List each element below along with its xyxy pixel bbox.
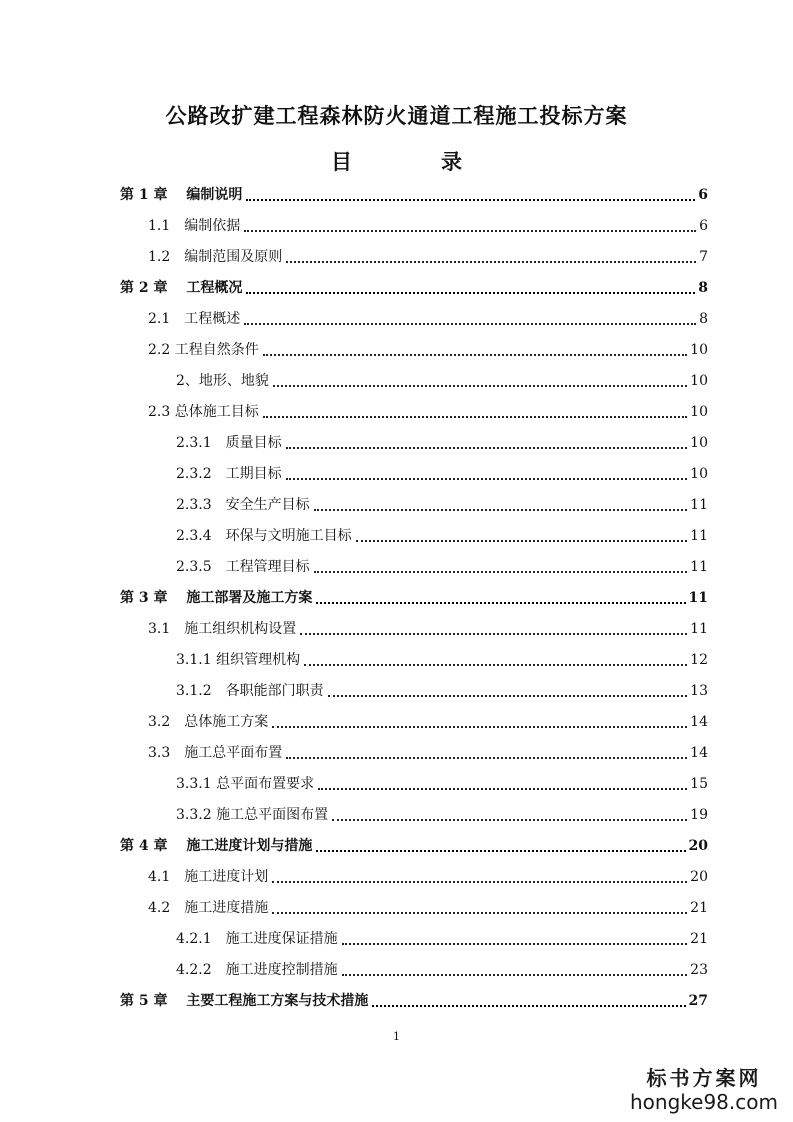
toc-dot-leader [244,313,696,325]
toc-dot-leader [286,251,696,263]
toc-entry-label: 2.3.2 工期目标 [176,466,282,482]
toc-dot-leader [273,375,687,387]
toc-entry-label: 2.3.4 环保与文明施工目标 [176,528,352,544]
toc-entry-page: 7 [699,249,708,265]
toc-entry-label: 3.3.2 施工总平面图布置 [176,807,329,823]
toc-entry-label: 3.3 施工总平面布置 [148,745,283,761]
toc-entry-label: 2.2 工程自然条件 [148,342,259,358]
toc-chapter-entry[interactable] [120,986,708,1010]
toc-entry-page: 13 [690,683,708,699]
toc-entry-page: 23 [690,962,708,978]
toc-entry-label: 4.2.1 施工进度保证措施 [176,931,338,947]
toc-dot-leader [263,344,687,356]
toc-entry-page: 14 [690,745,708,761]
toc-section-entry[interactable] [148,242,708,266]
toc-dot-leader [332,809,687,821]
toc-entry-label: 2.3.3 安全生产目标 [176,497,310,513]
toc-entry-page: 12 [690,652,708,668]
toc-entry-page: 10 [690,466,708,482]
toc-dot-leader [272,716,687,728]
toc-entry-page: 11 [690,497,708,513]
toc-section-entry[interactable] [176,955,708,979]
toc-section-entry[interactable] [176,924,708,948]
toc-section-entry[interactable] [148,707,708,731]
toc-section-entry[interactable] [176,459,708,483]
toc-section-entry[interactable] [148,304,708,328]
toc-section-entry[interactable] [176,676,708,700]
toc-dot-leader [328,685,688,697]
toc-section-entry[interactable] [176,366,708,390]
toc-dot-leader [316,592,685,604]
toc-entry-page: 10 [690,373,708,389]
toc-entry-page: 11 [690,621,708,637]
toc-section-entry[interactable] [176,428,708,452]
toc-dot-leader [244,220,696,232]
toc-section-entry[interactable] [176,800,708,824]
toc-entry-label: 3.1.1 组织管理机构 [176,652,301,668]
toc-entry-label: 第 2 章 工程概况 [120,280,243,296]
toc-entry-page: 20 [688,838,708,854]
toc-section-entry[interactable] [176,552,708,576]
toc-entry-label: 2.1 工程概述 [148,311,241,327]
toc-entry-label: 第 5 章 主要工程施工方案与技术措施 [120,993,369,1009]
toc-entry-label: 4.1 施工进度计划 [148,869,269,885]
toc-entry-label: 3.2 总体施工方案 [148,714,269,730]
toc-dot-leader [300,623,687,635]
toc-dot-leader [272,902,687,914]
toc-dot-leader [314,499,688,511]
document-title: 公路改扩建工程森林防火通道工程施工投标方案 [165,103,628,128]
toc-dot-leader [342,933,688,945]
toc-dot-leader [263,406,687,418]
toc-entry-page: 21 [690,900,708,916]
toc-dot-leader [286,468,688,480]
toc-entry-label: 2、地形、地貌 [176,373,269,389]
toc-entry-label: 2.3 总体施工目标 [148,404,259,420]
toc-section-entry[interactable] [148,738,708,762]
toc-section-entry[interactable] [148,211,708,235]
toc-entry-page: 15 [690,776,708,792]
toc-entry-label: 2.3.1 质量目标 [176,435,282,451]
toc-dot-leader [272,871,687,883]
toc-entry-page: 19 [690,807,708,823]
watermark [629,1066,779,1114]
toc-entry-page: 6 [699,218,708,234]
toc-dot-leader [246,282,695,294]
toc-entry-page: 10 [690,404,708,420]
toc-entry-label: 3.3.1 总平面布置要求 [176,776,315,792]
toc-entry-label: 3.1 施工组织机构设置 [148,621,297,637]
toc-entry-page: 10 [690,342,708,358]
toc-entry-page: 11 [690,559,708,575]
toc-chapter-entry[interactable] [120,273,708,297]
toc-chapter-entry[interactable] [120,831,708,855]
toc-section-entry[interactable] [176,769,708,793]
toc-entry-page: 11 [690,528,708,544]
toc-heading: 目 录 [331,149,496,174]
toc-dot-leader [286,747,687,759]
toc-dot-leader [304,654,687,666]
toc-entry-label: 1.1 编制依据 [148,218,241,234]
watermark-url: hongke98.com [630,1090,778,1114]
toc-entry-label: 1.2 编制范围及原则 [148,249,283,265]
toc-chapter-entry[interactable] [120,583,708,607]
toc-entry-page: 21 [690,931,708,947]
toc-entry-page: 6 [698,187,708,203]
toc-dot-leader [372,995,685,1007]
toc-section-entry[interactable] [176,521,708,545]
toc-dot-leader [286,437,688,449]
toc-entry-page: 14 [690,714,708,730]
toc-dot-leader [316,840,685,852]
toc-entry-label: 第 3 章 施工部署及施工方案 [120,590,313,606]
toc-entry-page: 10 [690,435,708,451]
toc-section-entry[interactable] [148,893,708,917]
toc-chapter-entry[interactable] [120,180,708,204]
toc-section-entry[interactable] [176,490,708,514]
toc-dot-leader [314,561,688,573]
toc-entry-label: 4.2.2 施工进度控制措施 [176,962,338,978]
toc-dot-leader [342,964,688,976]
toc-section-entry[interactable] [176,645,708,669]
toc-entry-label: 第 1 章 编制说明 [120,187,243,203]
toc-entry-label: 3.1.2 各职能部门职责 [176,683,324,699]
toc-entry-label: 4.2 施工进度措施 [148,900,269,916]
toc-entry-page: 8 [698,280,708,296]
toc-section-entry[interactable] [148,397,708,421]
toc-dot-leader [318,778,687,790]
toc-section-entry[interactable] [148,862,708,886]
toc-dot-leader [356,530,688,542]
toc-section-entry[interactable] [148,335,708,359]
toc-entry-label: 第 4 章 施工进度计划与措施 [120,838,313,854]
toc-entry-page: 27 [688,993,708,1009]
toc-section-entry[interactable] [148,614,708,638]
toc-entry-label: 2.3.5 工程管理目标 [176,559,310,575]
toc-dot-leader [246,189,695,201]
toc-entry-page: 20 [690,869,708,885]
watermark-brand: 标书方案网 [646,1066,762,1090]
toc-entry-page: 11 [688,590,708,606]
page-number: 1 [393,1030,400,1043]
toc-entry-page: 8 [699,311,708,327]
